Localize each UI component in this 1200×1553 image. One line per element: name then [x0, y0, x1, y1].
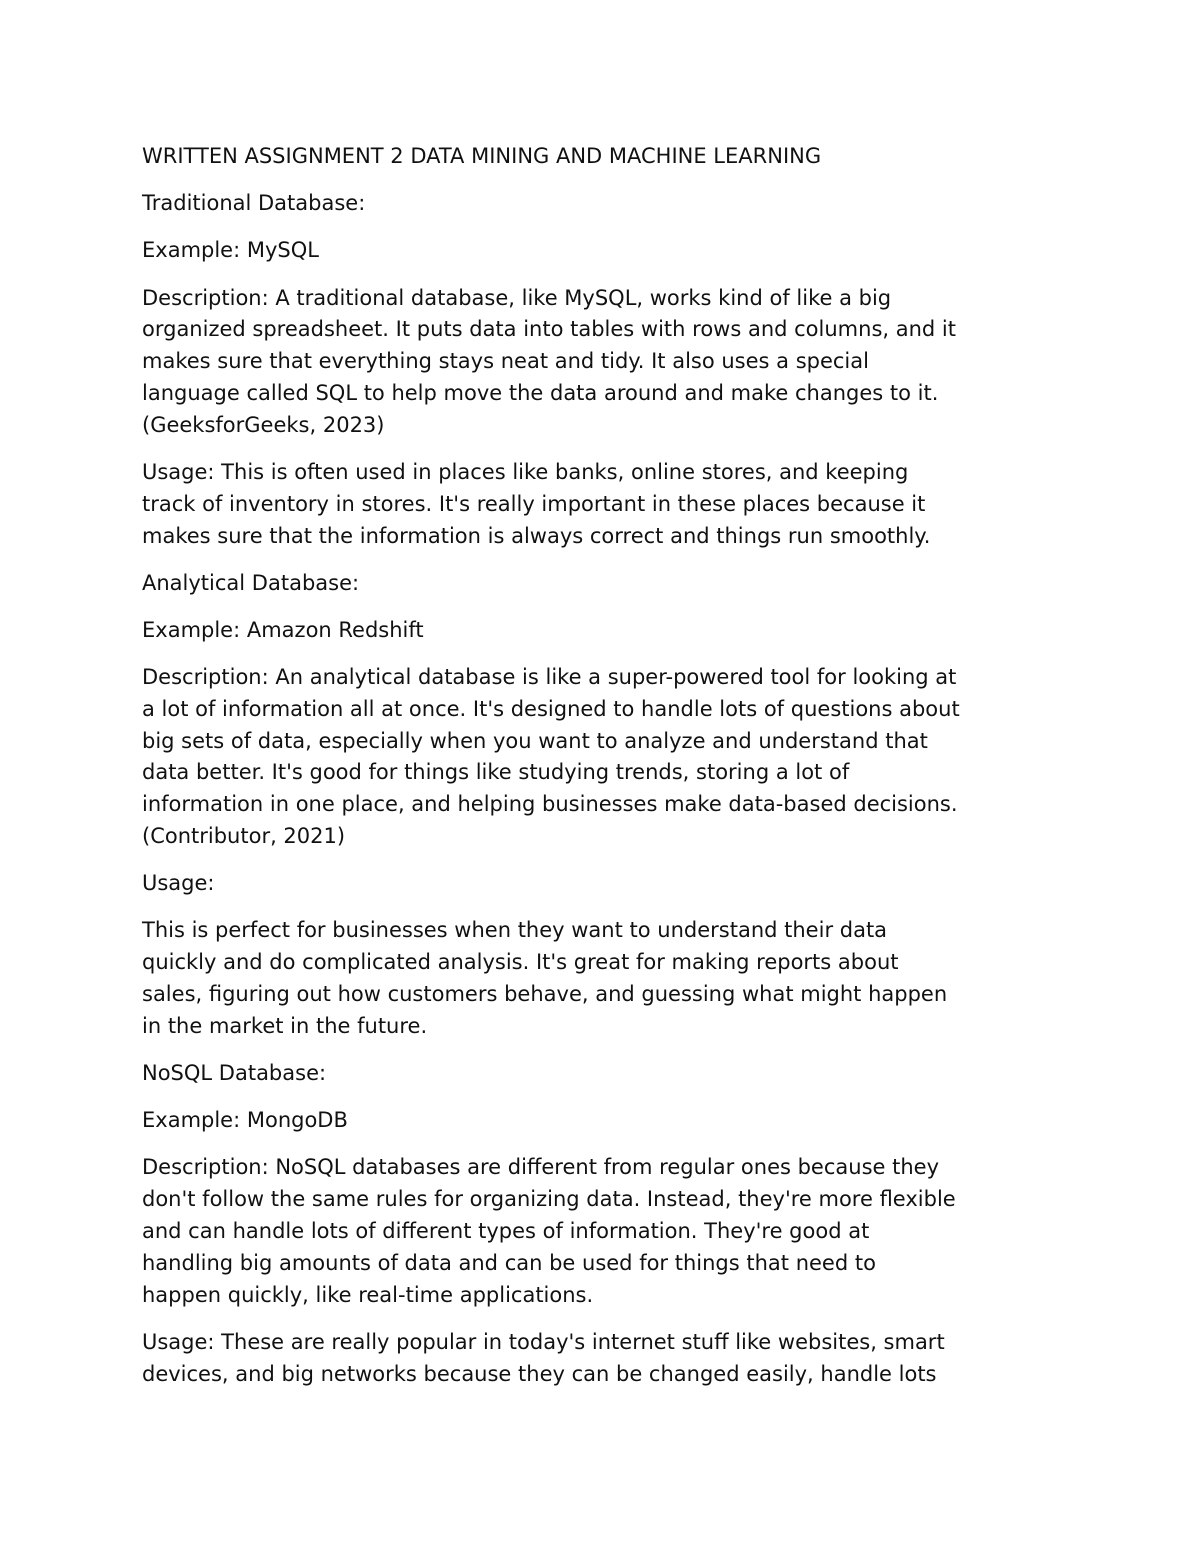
usage-line: makes sure that the information is always correct and things run smoothly. [142, 523, 931, 548]
description-nosql [142, 1152, 1072, 1311]
description-line: language called SQL to help move the data around and make changes to it. [142, 380, 939, 405]
description-analytical [142, 662, 1072, 853]
example-analytical [142, 615, 1072, 647]
usage-line: quickly and do complicated analysis. It's great for making reports about [142, 950, 899, 975]
description-line: (Contributor, 2021) [142, 824, 346, 849]
description-line: big sets of data, especially when you want to analyze and understand that [142, 728, 928, 753]
section-heading-nosql [142, 1058, 1072, 1090]
description-line: information in one place, and helping businesses make data-based decisions. [142, 792, 958, 817]
description-line: Description: A traditional database, like MySQL, works kind of like a big [142, 285, 892, 310]
example-line: Example: Amazon Redshift [142, 617, 424, 642]
description-line: handling big amounts of data and can be used for things that need to [142, 1250, 876, 1275]
description-line: (GeeksforGeeks, 2023) [142, 412, 385, 437]
usage-line: sales, figuring out how customers behave, and guessing what might happen [142, 982, 948, 1007]
document-body [142, 141, 1072, 1406]
description-line: data better. It's good for things like studying trends, storing a lot of [142, 760, 850, 785]
usage-line: Usage: This is often used in places like banks, online stores, and keeping [142, 459, 909, 484]
description-line: Description: An analytical database is like a super-powered tool for looking at [142, 665, 957, 690]
description-traditional [142, 283, 1072, 442]
description-line: a lot of information all at once. It's designed to handle lots of questions about [142, 696, 960, 721]
usage-line: devices, and big networks because they can be changed easily, handle lots [142, 1361, 937, 1386]
usage-traditional [142, 457, 1072, 552]
example-traditional [142, 235, 1072, 267]
section-heading-traditional [142, 188, 1072, 220]
usage-line: This is perfect for businesses when they want to understand their data [142, 918, 888, 943]
usage-label-analytical [142, 868, 1072, 900]
example-line: Example: MySQL [142, 238, 319, 263]
description-line: makes sure that everything stays neat and tidy. It also uses a special [142, 349, 869, 374]
usage-label-line: Usage: [142, 871, 215, 896]
description-line: don't follow the same rules for organizing data. Instead, they're more flexible [142, 1187, 956, 1212]
heading-line: Analytical Database: [142, 570, 360, 595]
usage-analytical [142, 915, 1072, 1042]
usage-nosql [142, 1327, 1072, 1391]
document-title [142, 141, 1072, 173]
example-nosql [142, 1105, 1072, 1137]
description-line: Description: NoSQL databases are different from regular ones because they [142, 1155, 940, 1180]
usage-line: Usage: These are really popular in today's internet stuff like websites, smart [142, 1329, 945, 1354]
usage-line: track of inventory in stores. It's really important in these places because it [142, 491, 926, 516]
section-heading-analytical [142, 568, 1072, 600]
usage-line: in the market in the future. [142, 1013, 428, 1038]
description-line: happen quickly, like real-time applications. [142, 1282, 594, 1307]
example-line: Example: MongoDB [142, 1108, 348, 1133]
description-line: organized spreadsheet. It puts data into tables with rows and columns, and it [142, 317, 956, 342]
title-line: WRITTEN ASSIGNMENT 2 DATA MINING AND MACHINE LEARNING [142, 144, 822, 168]
heading-line: Traditional Database: [142, 191, 366, 216]
heading-line: NoSQL Database: [142, 1061, 327, 1086]
description-line: and can handle lots of different types of information. They're good at [142, 1219, 870, 1243]
